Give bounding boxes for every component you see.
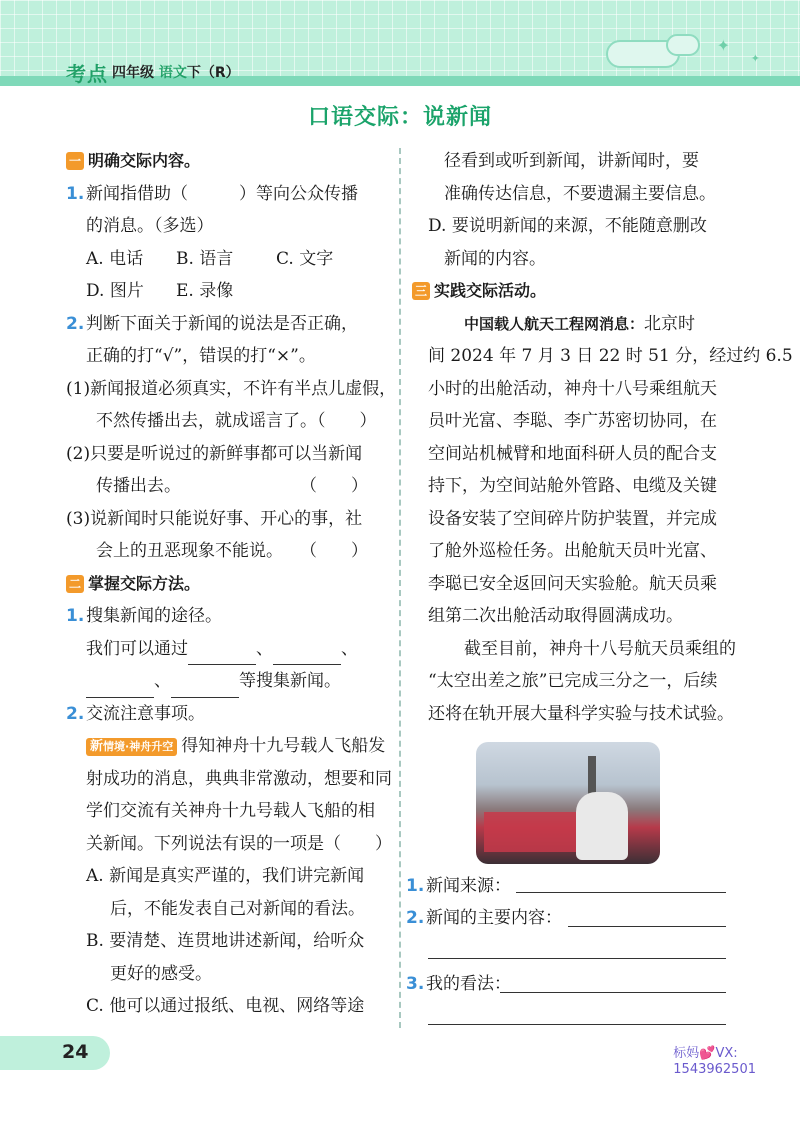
subject-text: 语文 [158,65,187,81]
sparkle-icon: ✦ [716,36,730,55]
watermark-line-2: 1543962501 [673,1062,756,1077]
option-d[interactable]: D. 图片 [86,281,144,301]
question-number: 2. [406,908,425,928]
question-number: 1. [66,183,85,204]
separator: 、 [341,638,358,659]
judge-item-1: (1)新闻报道必须真实，不许有半点儿虚假， [66,378,397,399]
astronaut-photo [476,742,660,864]
practice-q2 [406,904,562,932]
scenario-line-4[interactable]: 关新闻。下列说法有误的一项是（ ） [86,833,392,854]
choice-c-cont-2: 准确传达信息，不要遗漏主要信息。 [444,183,716,204]
news-line-5: 空间站机械臂和地面科研人员的配合支 [428,443,717,464]
watermark [673,1046,756,1078]
news-line-9: 李聪已安全返回问天实验舱。航天员乘 [428,573,717,594]
question-number: 3. [406,974,425,994]
sparkle-icon: ✦ [750,52,760,65]
news-line-7: 设备安装了空间碎片防护装置，并完成 [428,508,717,529]
question-label: 新闻的主要内容： [426,908,562,928]
judge-item-2-cont[interactable]: 传播出去。 （ ） [96,476,368,496]
column-divider [399,148,401,1028]
judge-item-3: (3)说新闻时只能说好事、开心的事，社 [66,508,363,529]
answer-line[interactable] [428,958,726,959]
series-badge: 考点 [66,62,108,86]
news-line-4: 员叶光富、李聪、李广苏密切协同，在 [428,411,717,431]
choice-d[interactable]: D. 要说明新闻的来源，不能随意删改 [428,216,707,236]
separator: 、 [256,638,273,659]
option-a[interactable]: A. 电话 [86,248,144,269]
news-p2-line-3: 还将在轨开展大量科学实验与技术试验。 [428,703,734,724]
scenario-line-2: 射成功的消息，典典非常激动，想要和同 [86,768,392,789]
scenario-text: 得知神舟十九号载人飞船发 [181,736,386,756]
choice-c-cont-1: 径看到或听到新闻，讲新闻时，要 [444,151,699,171]
choice-a-cont: 后，不能发表自己对新闻的看法。 [110,898,365,919]
method-question-1 [66,600,392,633]
choice-a[interactable]: A. 新闻是真实严谨的，我们讲完新闻 [86,866,365,886]
news-line-3: 小时的出舱活动，神舟十八号乘组航天 [428,378,717,399]
news-source: 中国载人航天工程网消息： [464,314,645,333]
question-2-line-1 [66,308,392,341]
question-number: 1. [66,606,85,626]
method-question-1-blanks [66,633,392,666]
question-label: 我的看法： [426,974,511,994]
question-1-options-row-2 [66,275,392,308]
grade-text: 四年级 [112,65,154,81]
question-number: 2. [66,313,85,334]
watermark-line-1: 标妈💕VX: [673,1046,738,1061]
section-title: 明确交际内容。 [88,151,201,170]
cloud-decoration-small [666,34,700,56]
section-number-icon: 二 [66,575,84,593]
news-p2-line-2: “太空出差之旅”已完成三分之一，后续 [428,671,718,691]
question-text: 搜集新闻的途径。 [86,606,222,626]
answer-line[interactable] [500,992,726,993]
separator: 、 [154,671,171,691]
answer-line[interactable] [516,892,726,893]
choice-c[interactable]: C. 他可以通过报纸、电视、网络等途 [86,996,365,1016]
volume-text: 下（R） [186,65,240,81]
question-1-options-row-1 [66,243,392,276]
scenario-line-1 [66,730,392,763]
answer-blank[interactable] [171,677,239,698]
tag-new: 新 [90,738,104,754]
page-title: 口语交际：说新闻 [307,105,492,130]
astronaut-figure [576,792,628,860]
option-b[interactable]: B. 语言 [176,248,234,269]
page-number: 24 [62,1041,89,1063]
choice-d-cont: 新闻的内容。 [444,248,546,269]
scenario-tag [86,738,177,756]
question-1-line-1 [66,178,392,211]
news-line-6: 持下，为空间站舱外管路、电缆及关键 [428,476,717,496]
question-number: 2. [66,703,85,724]
question-2-line-2: 正确的打“√”，错误的打“×”。 [86,346,316,366]
answer-blank[interactable] [188,644,256,665]
grade-label [112,62,240,82]
question-1-line-2: 的消息。（多选） [86,216,214,236]
answer-blank[interactable] [273,644,341,665]
section-title: 实践交际活动。 [434,281,547,300]
page-number-tab [0,1036,110,1070]
blank-suffix: 等搜集新闻。 [239,671,341,691]
station-module [484,812,580,852]
answer-line[interactable] [428,1024,726,1025]
news-line-1 [412,308,732,341]
judge-item-2: (2)只要是听说过的新鲜事都可以当新闻 [66,443,363,464]
question-text: 判断下面关于新闻的说法是否正确， [86,313,358,334]
question-number: 1. [406,876,425,896]
news-line-8: 了舱外巡检任务。出舱航天员叶光富、 [428,541,717,561]
option-e[interactable]: E. 录像 [176,281,234,301]
question-text: 新闻指借助（ ）等向公众传播 [86,183,358,204]
section-number-icon: 一 [66,152,84,170]
right-column [412,145,793,730]
section-number-icon: 三 [412,282,430,300]
answer-blank[interactable] [86,677,154,698]
judge-item-1-cont[interactable]: 不然传播出去，就成谣言了。（ ） [96,411,377,431]
practice-q3 [406,970,511,998]
section-title: 掌握交际方法。 [88,573,201,593]
news-line-2: 间 2024 年 7 月 3 日 22 时 51 分，经过约 6.5 [428,346,793,366]
question-text: 交流注意事项。 [86,703,205,724]
method-question-1-blanks-2 [66,665,392,698]
method-question-2 [66,698,392,731]
choice-b-cont: 更好的感受。 [110,963,212,984]
question-label: 新闻来源： [426,876,511,896]
answer-line[interactable] [568,926,726,927]
news-text: 北京时 [644,313,696,334]
judge-item-3-cont[interactable]: 会上的丑恶现象不能说。 （ ） [96,541,368,561]
news-p2-line-1: 截至目前，神舟十八号航天员乘组的 [464,638,736,659]
news-line-10: 组第二次出舱活动取得圆满成功。 [428,606,683,626]
left-column [66,145,397,1023]
section-header-1 [66,145,392,178]
section-header-2 [66,568,392,601]
scenario-line-3: 学们交流有关神舟十九号载人飞船的相 [86,801,375,821]
option-c[interactable]: C. 文字 [276,248,334,269]
choice-b[interactable]: B. 要清楚、连贯地讲述新闻，给听众 [86,931,365,951]
blank-prompt: 我们可以通过 [86,638,188,659]
section-header-3 [412,275,732,308]
tag-text: 情境·神舟升空 [103,739,174,753]
practice-q1 [406,872,511,900]
